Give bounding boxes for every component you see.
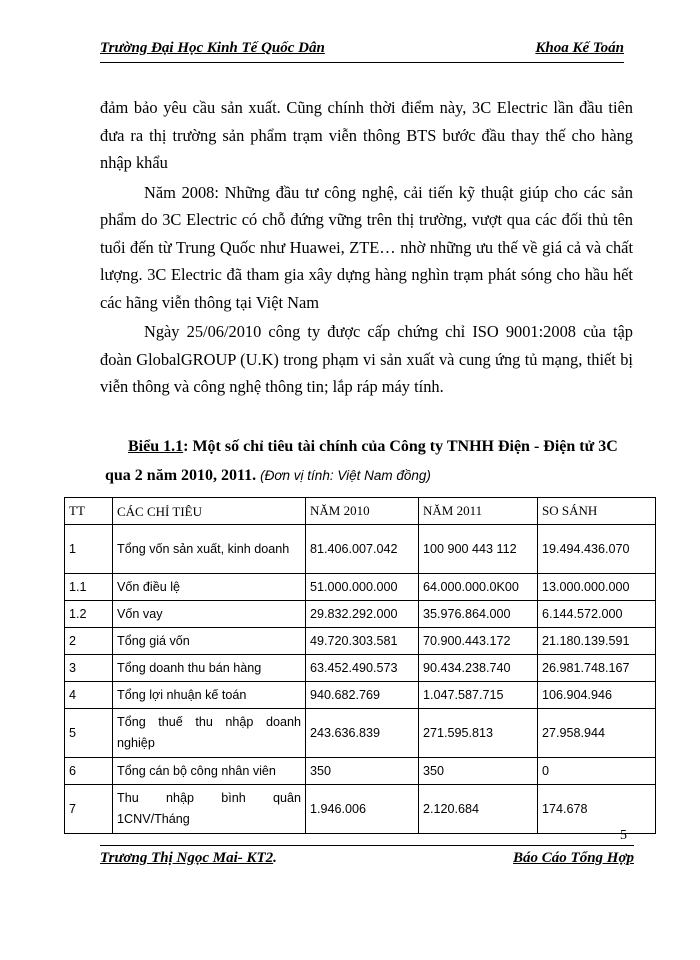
cell-2011: 70.900.443.172 xyxy=(419,628,538,655)
header-2011: NĂM 2011 xyxy=(419,498,538,525)
table-row xyxy=(65,709,656,758)
cell-2010: 63.452.490.573 xyxy=(306,655,419,682)
cell-2010: 243.636.839 xyxy=(306,709,419,758)
cell-tt: 3 xyxy=(65,655,113,682)
page-number: 5 xyxy=(620,828,627,843)
table-row xyxy=(65,682,656,709)
cell-compare: 13.000.000.000 xyxy=(538,574,656,601)
table-caption xyxy=(100,432,640,490)
cell-tt: 6 xyxy=(65,758,113,785)
cell-tt: 1.1 xyxy=(65,574,113,601)
cell-tt: 2 xyxy=(65,628,113,655)
cell-2010: 1.946.006 xyxy=(306,785,419,834)
caption-unit: (Đơn vị tính: Việt Nam đồng) xyxy=(260,468,431,483)
cell-2011: 1.047.587.715 xyxy=(419,682,538,709)
cell-2011: 271.595.813 xyxy=(419,709,538,758)
caption-line2: qua 2 năm 2010, 2011. xyxy=(105,467,257,484)
cell-compare: 21.180.139.591 xyxy=(538,628,656,655)
cell-compare: 6.144.572.000 xyxy=(538,601,656,628)
table-row xyxy=(65,574,656,601)
cell-indicator: Tổng vốn sản xuất, kinh doanh xyxy=(113,525,306,574)
header-faculty: Khoa Kế Toán xyxy=(535,40,624,56)
table-row xyxy=(65,758,656,785)
cell-indicator: Vốn điều lệ xyxy=(113,574,306,601)
page-header xyxy=(100,40,624,63)
financial-table xyxy=(64,497,656,834)
table-row xyxy=(65,525,656,574)
page-footer xyxy=(100,845,634,868)
cell-indicator: Tổng lợi nhuận kế toán xyxy=(113,682,306,709)
cell-indicator: Tổng doanh thu bán hàng xyxy=(113,655,306,682)
cell-compare: 0 xyxy=(538,758,656,785)
cell-2011: 35.976.864.000 xyxy=(419,601,538,628)
body-text xyxy=(100,94,633,401)
cell-compare: 27.958.944 xyxy=(538,709,656,758)
cell-compare: 26.981.748.167 xyxy=(538,655,656,682)
cell-compare: 19.494.436.070 xyxy=(538,525,656,574)
cell-indicator: Thu nhập bình quân 1CNV/Tháng xyxy=(113,785,306,834)
cell-indicator: Tổng giá vốn xyxy=(113,628,306,655)
caption-title: : Một số chỉ tiêu tài chính của Công ty TNHH Điện - Điện tử 3C xyxy=(183,438,618,455)
cell-2010: 51.000.000.000 xyxy=(306,574,419,601)
table-row xyxy=(65,655,656,682)
header-compare: SO SÁNH xyxy=(538,498,656,525)
cell-tt: 7 xyxy=(65,785,113,834)
table-row xyxy=(65,785,656,834)
footer-report-title: Báo Cáo Tổng Hợp xyxy=(513,850,634,866)
header-university: Trường Đại Học Kinh Tế Quốc Dân xyxy=(100,40,325,56)
footer-author: Trương Thị Ngọc Mai- KT2 xyxy=(100,850,274,866)
cell-tt: 4 xyxy=(65,682,113,709)
header-2010: NĂM 2010 xyxy=(306,498,419,525)
cell-compare: 106.904.946 xyxy=(538,682,656,709)
cell-2010: 29.832.292.000 xyxy=(306,601,419,628)
cell-2010: 350 xyxy=(306,758,419,785)
paragraph-3: Ngày 25/06/2010 công ty được cấp chứng chỉ ISO 9001:2008 của tập đoàn GlobalGROUP (U.K) trong phạm vi sản xuất và cung ứng tủ mạng, thiết bị viễn thông và công nghệ thông tin; lắp ráp máy tính. xyxy=(100,322,633,396)
cell-2011: 100 900 443 112 xyxy=(419,525,538,574)
cell-2011: 90.434.238.740 xyxy=(419,655,538,682)
table-row xyxy=(65,628,656,655)
footer-author-suffix: . xyxy=(273,850,277,866)
table-header-row xyxy=(65,498,656,525)
cell-tt: 1 xyxy=(65,525,113,574)
paragraph-2: Năm 2008: Những đầu tư công nghệ, cải tiến kỹ thuật giúp cho các sản phẩm do 3C Electric có chỗ đứng vững trên thị trường, vượt qua các đối thủ tên tuổi đến từ Trung Quốc như Huawei, ZTE… nhờ những ưu thế về giá cả và chất lượng. 3C Electric đã tham gia xây dựng hàng nghìn trạm phát sóng cho hầu hết các hãng viễn thông tại Việt Nam xyxy=(100,182,633,312)
cell-2010: 49.720.303.581 xyxy=(306,628,419,655)
cell-2010: 81.406.007.042 xyxy=(306,525,419,574)
paragraph-1: đảm bảo yêu cầu sản xuất. Cũng chính thời điểm này, 3C Electric lần đầu tiên đưa ra thị trường sản phẩm trạm viễn thông BTS bước đầu thay thế cho hàng nhập khẩu xyxy=(100,98,633,172)
cell-tt: 1.2 xyxy=(65,601,113,628)
table-row xyxy=(65,601,656,628)
cell-indicator: Tổng thuế thu nhập doanh nghiệp xyxy=(113,709,306,758)
cell-compare: 174.678 xyxy=(538,785,656,834)
cell-2011: 64.000.000.0K00 xyxy=(419,574,538,601)
header-indicator: CÁC CHỈ TIÊU xyxy=(113,498,306,525)
cell-indicator: Vốn vay xyxy=(113,601,306,628)
cell-2011: 2.120.684 xyxy=(419,785,538,834)
caption-tag: Biểu 1.1 xyxy=(128,438,184,455)
footer-author-wrap xyxy=(100,850,277,868)
header-tt: TT xyxy=(65,498,113,525)
cell-2010: 940.682.769 xyxy=(306,682,419,709)
cell-indicator: Tổng cán bộ công nhân viên xyxy=(113,758,306,785)
cell-tt: 5 xyxy=(65,709,113,758)
cell-2011: 350 xyxy=(419,758,538,785)
